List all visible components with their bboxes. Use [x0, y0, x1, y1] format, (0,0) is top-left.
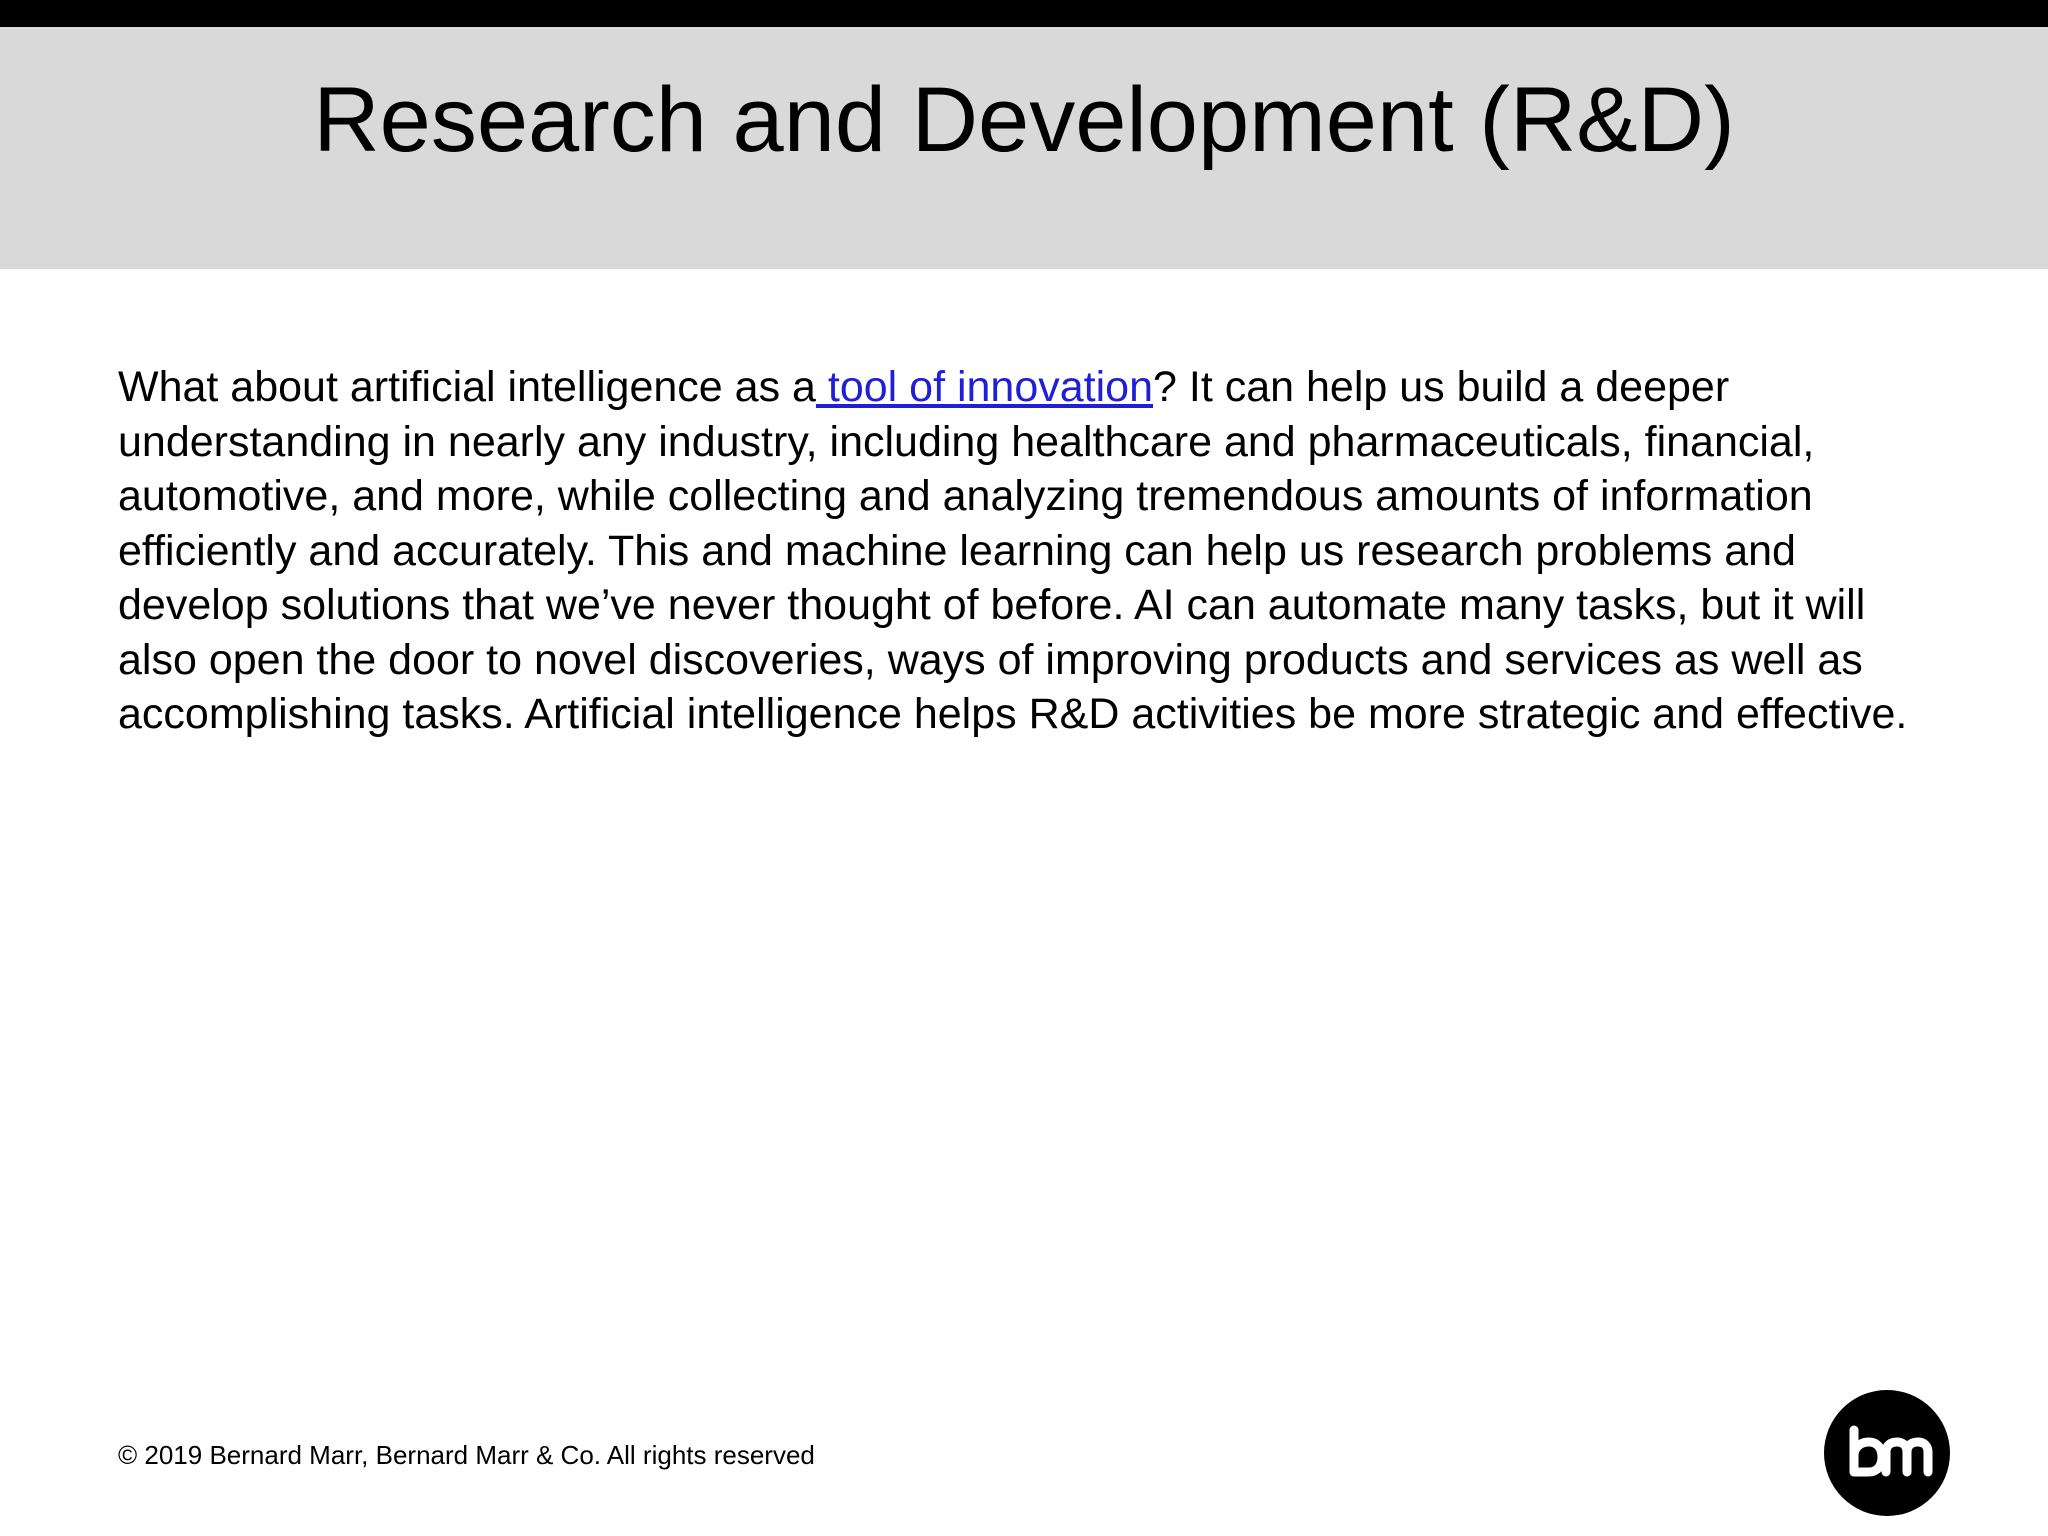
slide-title: Research and Development (R&D) [313, 69, 1735, 171]
body-text-after-link: ? It can help us build a deeper understanding in nearly any industry, including healthcare and pharmaceuticals, financial, automotive, and more, while collecting and analyzing tremendous amounts of information efficiently and accurately. This and machine learning can help us research problems and develop solutions that we’ve never thought of before. AI can automate many tasks, but it will also open the door to novel discoveries, ways of improving products and services as well as accomplishing tasks. Artificial intelligence helps R&D activities be more strategic and effective. [118, 363, 1908, 738]
copyright-footer: © 2019 Bernard Marr, Bernard Marr & Co. All rights reserved [118, 1440, 815, 1470]
bm-logo-graphic [1824, 1390, 1950, 1516]
body-paragraph [118, 360, 1948, 742]
tool-of-innovation-link[interactable]: tool of innovation [815, 363, 1154, 411]
top-bar [0, 0, 2048, 27]
bm-logo-icon [1824, 1390, 1950, 1516]
body-text-before-link: What about artificial intelligence as a [118, 363, 816, 411]
